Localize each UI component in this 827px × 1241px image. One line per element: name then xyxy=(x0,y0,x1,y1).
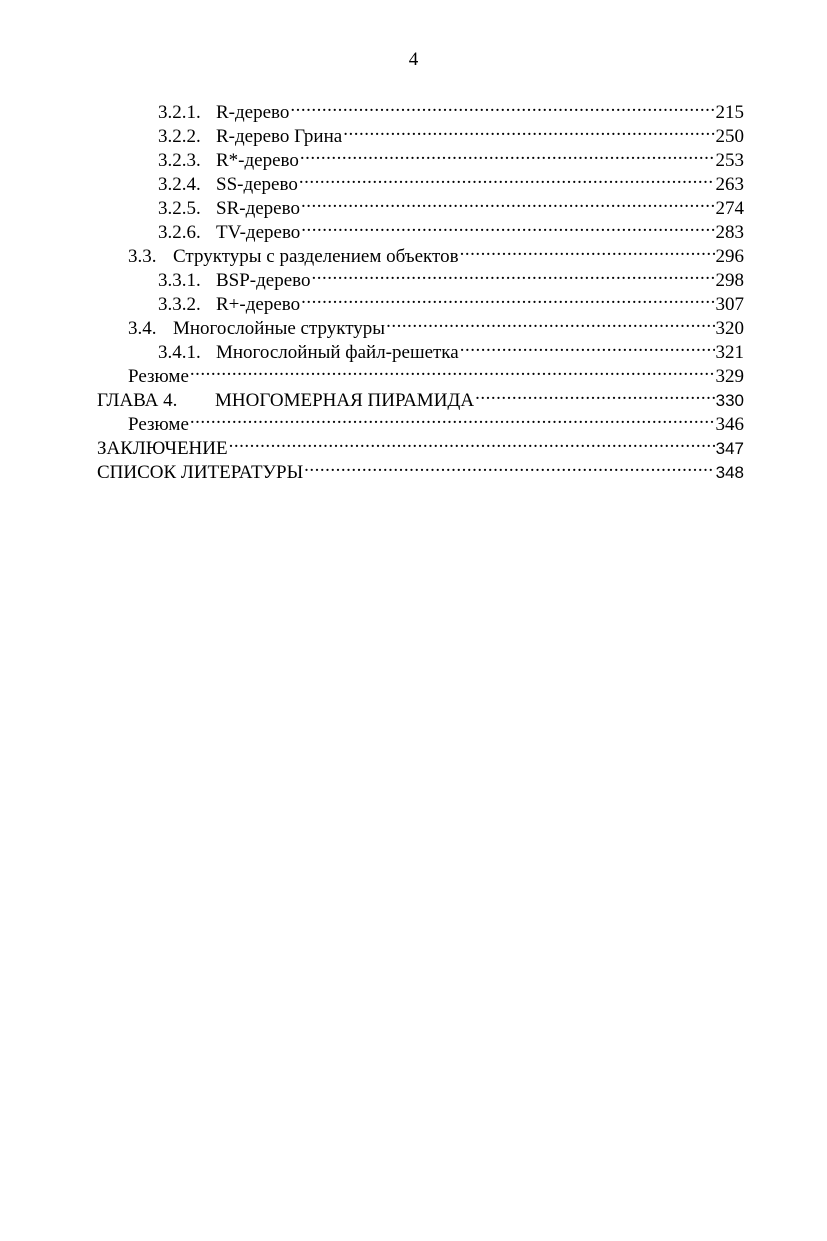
toc-entry-title: TV-дерево xyxy=(216,222,301,243)
toc-entry-number: 3.3. xyxy=(128,246,157,267)
toc-entry-title: Многослойный файл-решетка xyxy=(216,342,459,363)
dot-leader xyxy=(190,406,715,430)
toc-entry-number: ГЛАВА 4. xyxy=(97,390,178,411)
toc-entry-page: 298 xyxy=(715,270,744,291)
toc-entry-page: 347 xyxy=(715,439,744,458)
toc-entry[interactable] xyxy=(97,430,744,459)
toc-entry-page: 274 xyxy=(715,198,744,219)
toc-entry-title: Резюме xyxy=(128,366,189,387)
dot-leader xyxy=(190,358,715,382)
toc-entry-number: 3.2.2. xyxy=(158,126,201,147)
toc-entry[interactable] xyxy=(97,358,744,387)
toc-entry-page: 253 xyxy=(715,150,744,171)
toc-entry-page: 346 xyxy=(715,414,744,435)
dot-leader xyxy=(343,118,714,142)
toc-entry-page: 348 xyxy=(715,463,744,482)
toc-entry-page: 329 xyxy=(715,366,744,387)
toc-entry-title: SS-дерево xyxy=(216,174,298,195)
dot-leader xyxy=(300,142,715,166)
toc-entry-title: Структуры с разделением объектов xyxy=(173,246,459,267)
toc-entry-title: R*-дерево xyxy=(216,150,299,171)
toc-entry-number: 3.3.1. xyxy=(158,270,201,291)
toc-entry-page: 321 xyxy=(715,342,744,363)
toc-entry-page: 307 xyxy=(715,294,744,315)
toc-entry-page: 320 xyxy=(715,318,744,339)
dot-leader xyxy=(460,238,715,262)
table-of-contents xyxy=(97,94,744,483)
toc-entry-number: 3.3.2. xyxy=(158,294,201,315)
toc-entry-number: 3.2.3. xyxy=(158,150,201,171)
dot-leader xyxy=(312,262,715,286)
page-number: 4 xyxy=(408,49,419,70)
toc-entry[interactable] xyxy=(97,382,744,411)
toc-entry-number: 3.2.4. xyxy=(158,174,201,195)
toc-entry-title: Многослойные структуры xyxy=(173,318,386,339)
dot-leader xyxy=(299,166,715,190)
toc-entry-title: R+-дерево xyxy=(216,294,301,315)
dot-leader xyxy=(301,286,714,310)
toc-entry-page: 263 xyxy=(715,174,744,195)
toc-entry-number: 3.4.1. xyxy=(158,342,201,363)
toc-entry-number: 3.2.5. xyxy=(158,198,201,219)
dot-leader xyxy=(301,214,714,238)
toc-entry-title: СПИСОК ЛИТЕРАТУРЫ xyxy=(97,462,304,483)
toc-entry-title: R-дерево xyxy=(216,102,290,123)
dot-leader xyxy=(304,454,714,478)
dot-leader xyxy=(386,310,714,334)
toc-entry-title: Резюме xyxy=(128,414,189,435)
toc-entry-page: 215 xyxy=(715,102,744,123)
toc-entry-page: 250 xyxy=(715,126,744,147)
toc-entry-title: R-дерево Грина xyxy=(216,126,343,147)
toc-entry-title: SR-дерево xyxy=(216,198,300,219)
toc-entry[interactable] xyxy=(97,94,744,123)
dot-leader xyxy=(290,94,714,118)
dot-leader xyxy=(475,382,715,406)
toc-entry-page: 283 xyxy=(715,222,744,243)
toc-entry-title: ЗАКЛЮЧЕНИЕ xyxy=(97,438,228,459)
dot-leader xyxy=(301,190,715,214)
dot-leader xyxy=(460,334,715,358)
toc-entry-page: 330 xyxy=(715,391,744,410)
toc-entry-title: BSP-дерево xyxy=(216,270,311,291)
toc-entry-number: 3.4. xyxy=(128,318,157,339)
toc-entry-page: 296 xyxy=(715,246,744,267)
toc-entry-number: 3.2.6. xyxy=(158,222,201,243)
toc-entry[interactable] xyxy=(97,406,744,435)
toc-entry-title: МНОГОМЕРНАЯ ПИРАМИДА xyxy=(215,390,475,411)
toc-entry-number: 3.2.1. xyxy=(158,102,201,123)
dot-leader xyxy=(229,430,715,454)
